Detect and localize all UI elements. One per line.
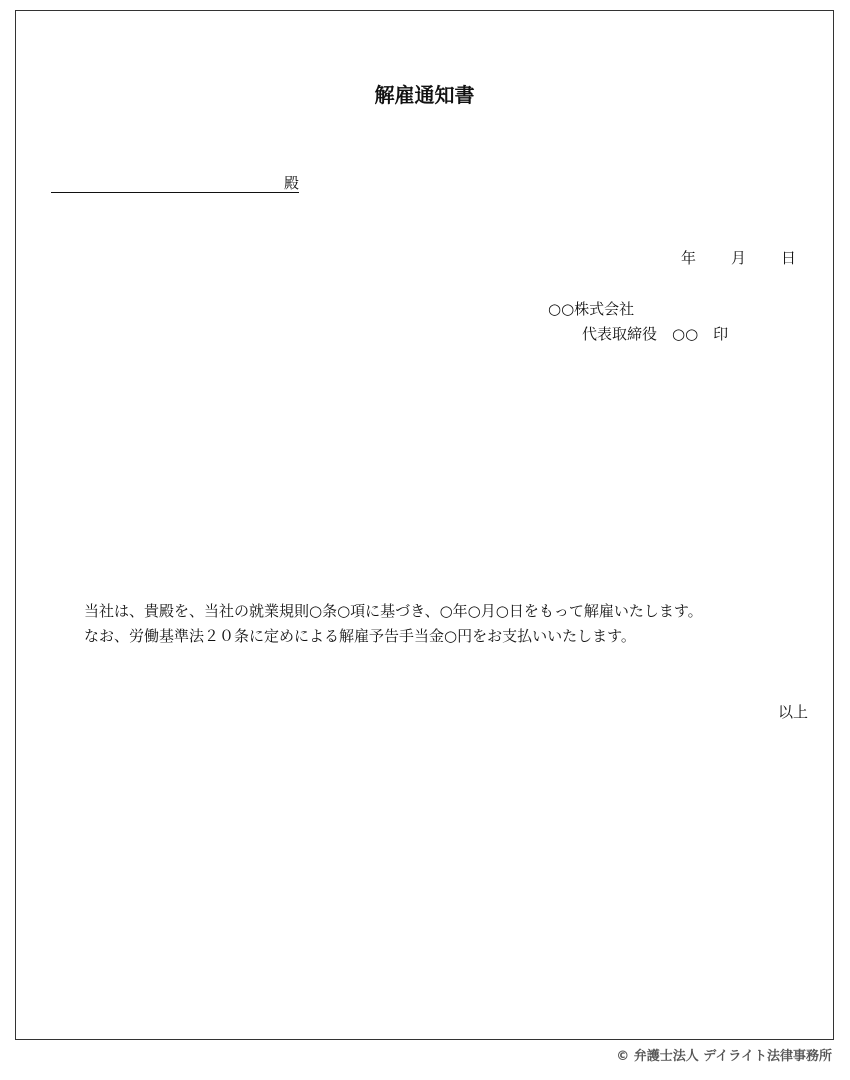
copyright-notice: © 弁護士法人 デイライト法律事務所 bbox=[616, 1049, 832, 1064]
body-line-1: 当社は、貴殿を、当社の就業規則○条○項に基づき、○年○月○日をもって解雇いたします。 bbox=[84, 602, 703, 620]
closing-text: 以上 bbox=[778, 703, 809, 721]
addressee-blank-line bbox=[51, 191, 299, 193]
sender-representative: 代表取締役 ○○ 印 bbox=[582, 325, 729, 343]
addressee-suffix: 殿 bbox=[284, 174, 300, 192]
sender-company: ○○株式会社 bbox=[548, 300, 635, 318]
date-year: 年 bbox=[681, 249, 697, 267]
document-title: 解雇通知書 bbox=[374, 83, 475, 107]
document-page bbox=[15, 10, 834, 1040]
body-line-2: なお、労働基準法２０条に定めによる解雇予告手当金○円をお支払いいたします。 bbox=[84, 627, 636, 645]
date-month: 月 bbox=[731, 249, 747, 267]
date-day: 日 bbox=[781, 249, 797, 267]
